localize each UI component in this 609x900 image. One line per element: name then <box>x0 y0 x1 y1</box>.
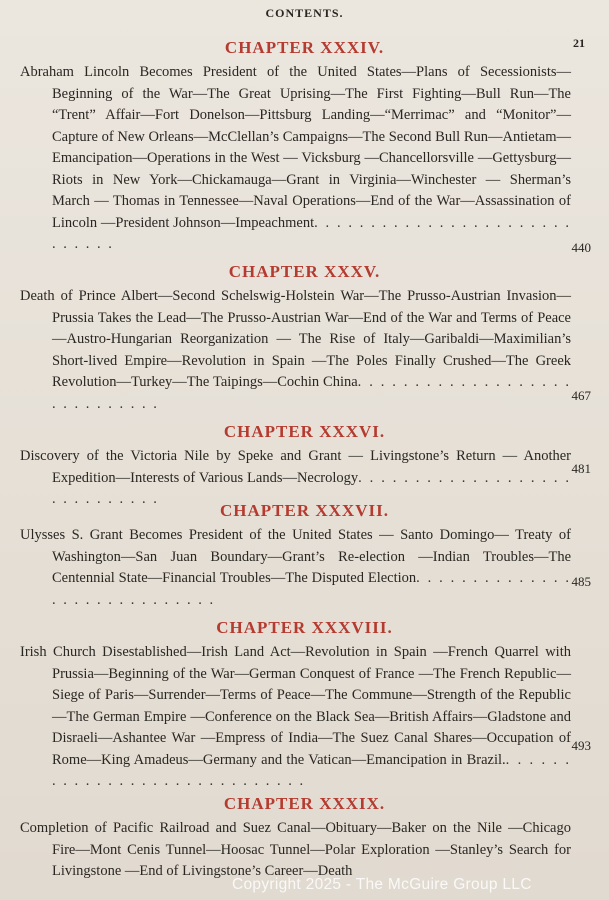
chapter-summary: Completion of Pacific Railroad and Suez Canal—Obituary—Baker on the Nile —Chicago Fire—Mont Cenis Tunnel—Hoosac Tunnel—Polar Exploration —Stanley’s Search for Livingstone —End of Livingstone’s Career—Death <box>20 820 571 879</box>
chapter-contents <box>20 818 571 883</box>
page-number: 21 <box>573 36 585 50</box>
chapter-38 <box>0 618 609 793</box>
leader-dots: . . . . . . . . . . . . . . . . . . . . . . . . . . . . . <box>52 374 571 412</box>
chapter-page-ref: 485 <box>571 574 591 589</box>
leader-dots: . . . . . . . . . . . . . . . . . . . . . . . . . . . . . <box>52 751 571 789</box>
copyright-watermark: Copyright 2025 - The McGuire Group LLC <box>232 876 532 893</box>
chapter-37 <box>0 501 609 611</box>
chapter-summary: Abraham Lincoln Becomes President of the United States—Plans of Secessionists—Beginning of the War—The Great Uprising—The First Fighting—Bull Run—The “Trent” Affair—Fort Donelson—Pittsburg Landing—“Merrimac” and “Monitor”—Capture of New Orleans—McClellan’s Campaigns—The Second Bull Run—Antietam—Emancipation—Operations in the West — Vicksburg —Chancellorsville —Gettysburg—Riots in New York—Chickamauga—Grant in Virginia—Winchester — Sherman’s March — Thomas in Tennessee—Naval Operations—End of the War—Assassination of Lincoln —President Johnson—Impeachment <box>20 64 571 231</box>
chapter-summary: Death of Prince Albert—Second Schelswig-Holstein War—The Prusso-Austrian Invasion—Prussia Takes the Lead—The Prusso-Austrian War—End of the War and Terms of Peace—Austro-Hungarian Reorganization — The Rise of Italy—Garibaldi—Maximilian’s Short-lived Empire—Revolution in Spain —The Poles Finally Crushed—The Greek Revolution—Turkey—The Taipings—Cochin China <box>20 288 571 390</box>
leader-dots: . . . . . . . . . . . . . . . . . . . . . . . . . . . . . <box>52 469 571 507</box>
chapter-title: CHAPTER XXXIX. <box>223 794 386 813</box>
chapter-title: CHAPTER XXXV. <box>228 262 381 281</box>
chapter-page-ref: 493 <box>571 738 591 753</box>
chapter-page-ref: 440 <box>571 240 591 255</box>
running-head: CONTENTS. <box>265 6 344 20</box>
chapter-summary: Irish Church Disestablished—Irish Land Act—Revolution in Spain —French Quarrel with Prussia—Beginning of the War—German Conquest of France —The French Republic—Siege of Paris—Surrender—Terms of Peace—The Commune—Strength of the Republic—The German Empire —Conference on the Black Sea—British Affairs—Gladstone and Disraeli—Ashantee War —Empress of India—The Suez Canal Shares—Occupation of Rome—King Amadeus—Germany and the Vatican—Emancipation in Brazil. <box>20 644 571 768</box>
chapter-title: CHAPTER XXXVIII. <box>216 618 393 637</box>
chapter-summary: Ulysses S. Grant Becomes President of the United States — Santo Domingo— Treaty of Washington—San Juan Boundary—Grant’s Re-election —Indian Troubles—The Centennial State—Financial Troubles—The Disputed Election <box>20 527 571 586</box>
chapter-title: CHAPTER XXXVI. <box>223 422 386 441</box>
chapter-page-ref: 481 <box>571 461 591 476</box>
chapter-36 <box>0 422 609 511</box>
leader-dots: . . . . . . . . . . . . . . . . . . . . . . . . . . . . . <box>52 214 572 252</box>
chapter-title: CHAPTER XXXIV. <box>224 38 385 57</box>
chapter-34 <box>0 38 609 256</box>
chapter-contents <box>20 286 571 415</box>
chapter-contents <box>20 62 571 256</box>
chapter-summary: Discovery of the Victoria Nile by Speke and Grant — Livingstone’s Return — Another Expedition—Interests of Various Lands—Necrology <box>20 448 571 486</box>
leader-dots: . . . . . . . . . . . . . . . . . . . . . . . . . . . . . <box>52 570 571 608</box>
chapter-page-ref: 467 <box>571 388 591 403</box>
chapter-contents <box>20 642 571 793</box>
chapter-35 <box>0 262 609 415</box>
chapter-contents <box>20 525 571 611</box>
chapter-title: CHAPTER XXXVII. <box>220 501 389 520</box>
chapter-39 <box>0 794 609 883</box>
